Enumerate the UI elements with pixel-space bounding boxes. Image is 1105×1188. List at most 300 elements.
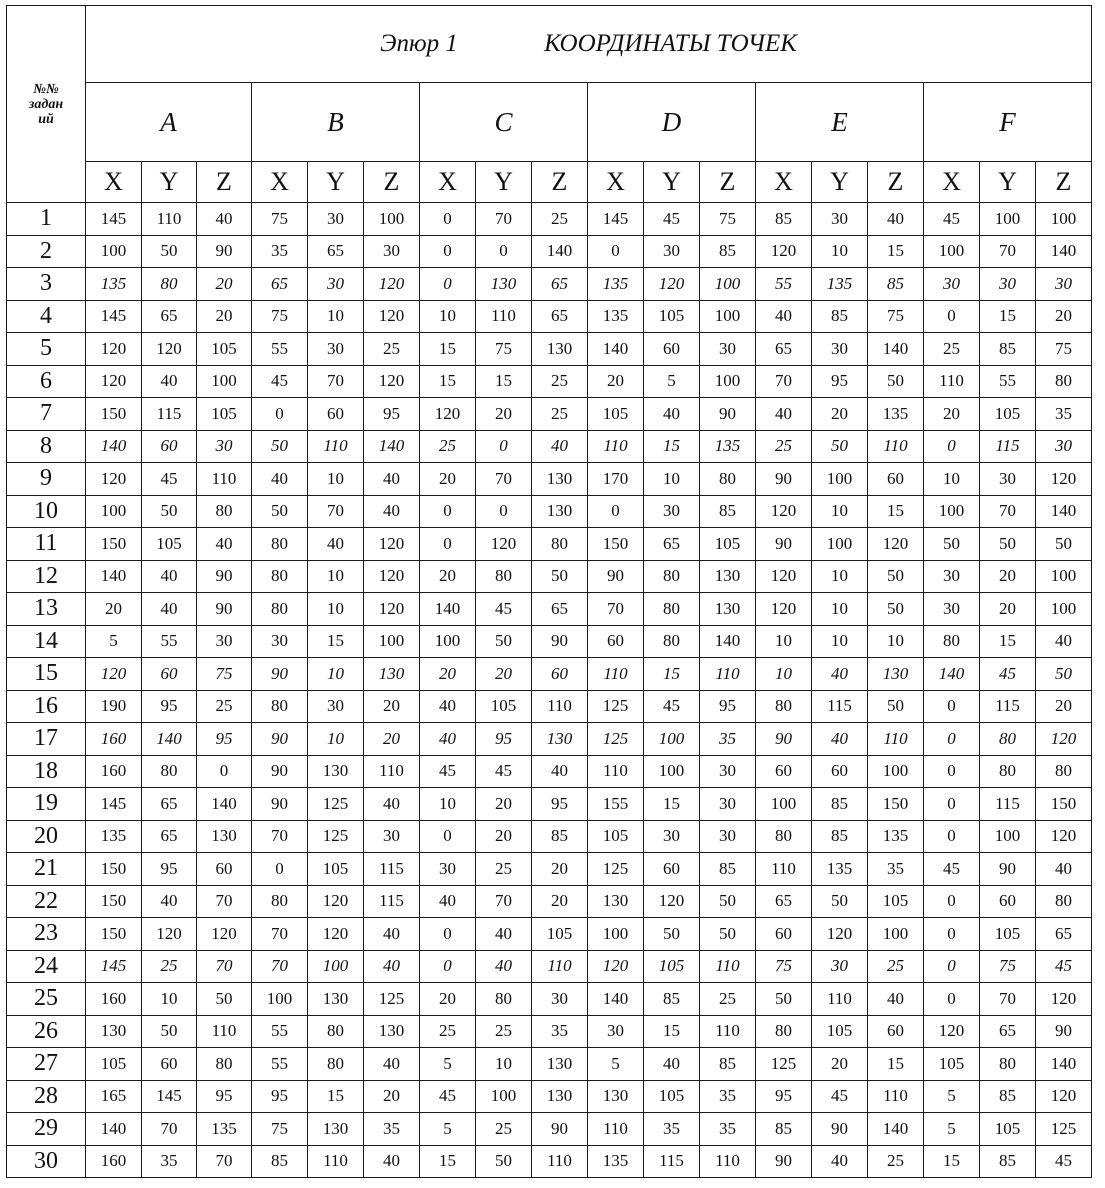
coord-cell-e-y: 10 — [812, 593, 868, 626]
coord-cell-b-y: 10 — [308, 560, 364, 593]
coord-cell-c-x: 0 — [420, 235, 476, 268]
coord-cell-a-x: 150 — [86, 528, 142, 561]
coord-cell-a-x: 160 — [86, 755, 142, 788]
coord-cell-f-y: 70 — [980, 235, 1036, 268]
table-row — [7, 593, 1092, 626]
coord-cell-d-y: 30 — [644, 235, 700, 268]
axis-header-d-x: X — [588, 162, 644, 203]
coord-cell-f-x: 15 — [924, 1145, 980, 1178]
coord-cell-e-z: 50 — [868, 690, 924, 723]
coord-cell-d-y: 30 — [644, 820, 700, 853]
coord-cell-c-x: 45 — [420, 755, 476, 788]
coord-cell-e-y: 50 — [812, 885, 868, 918]
coord-cell-e-x: 120 — [756, 560, 812, 593]
coord-cell-e-y: 85 — [812, 820, 868, 853]
coord-cell-b-x: 75 — [252, 203, 308, 236]
task-number-header-line-2: задан — [28, 96, 64, 112]
coord-cell-b-y: 60 — [308, 398, 364, 431]
coord-cell-b-z: 40 — [364, 788, 420, 821]
coord-cell-d-z: 110 — [700, 950, 756, 983]
coord-cell-e-z: 85 — [868, 268, 924, 301]
coord-cell-e-x: 10 — [756, 625, 812, 658]
coord-cell-b-x: 80 — [252, 885, 308, 918]
coord-cell-f-z: 140 — [1036, 1048, 1092, 1081]
coord-cell-e-x: 60 — [756, 755, 812, 788]
table-row — [7, 333, 1092, 366]
coord-cell-a-z: 50 — [197, 983, 252, 1016]
coord-cell-e-y: 10 — [812, 235, 868, 268]
coord-cell-d-x: 0 — [588, 235, 644, 268]
coord-cell-a-z: 20 — [197, 268, 252, 301]
coord-cell-f-x: 105 — [924, 1048, 980, 1081]
coord-cell-d-z: 35 — [700, 1080, 756, 1113]
coord-cell-f-y: 20 — [980, 593, 1036, 626]
coord-cell-b-z: 20 — [364, 723, 420, 756]
coord-cell-a-z: 20 — [197, 300, 252, 333]
coord-cell-b-x: 70 — [252, 950, 308, 983]
coord-cell-d-z: 85 — [700, 853, 756, 886]
coord-cell-c-z: 25 — [532, 398, 588, 431]
coord-cell-b-y: 80 — [308, 1048, 364, 1081]
coord-cell-a-z: 0 — [197, 755, 252, 788]
coord-cell-f-y: 65 — [980, 1015, 1036, 1048]
coord-cell-e-x: 65 — [756, 333, 812, 366]
coord-cell-b-y: 100 — [308, 950, 364, 983]
coord-cell-a-z: 40 — [197, 528, 252, 561]
coord-cell-c-x: 0 — [420, 495, 476, 528]
coord-cell-b-x: 80 — [252, 593, 308, 626]
coord-cell-d-x: 120 — [588, 950, 644, 983]
coord-cell-a-y: 60 — [142, 430, 197, 463]
coord-cell-f-y: 80 — [980, 723, 1036, 756]
coord-cell-e-z: 105 — [868, 885, 924, 918]
coord-cell-a-x: 100 — [86, 235, 142, 268]
coord-cell-f-z: 20 — [1036, 300, 1092, 333]
coord-cell-c-x: 20 — [420, 463, 476, 496]
coord-cell-b-z: 40 — [364, 1048, 420, 1081]
coord-cell-f-x: 0 — [924, 788, 980, 821]
table-row — [7, 658, 1092, 691]
coord-cell-a-y: 120 — [142, 918, 197, 951]
coord-cell-f-y: 105 — [980, 1113, 1036, 1146]
coord-cell-f-z: 30 — [1036, 268, 1092, 301]
coord-cell-b-z: 40 — [364, 495, 420, 528]
coord-cell-c-y: 70 — [476, 885, 532, 918]
coord-cell-b-y: 10 — [308, 723, 364, 756]
coord-cell-a-y: 50 — [142, 1015, 197, 1048]
coord-cell-d-y: 40 — [644, 1048, 700, 1081]
coord-cell-c-y: 100 — [476, 1080, 532, 1113]
coord-cell-f-x: 45 — [924, 853, 980, 886]
task-number-cell: 18 — [7, 755, 86, 788]
coord-cell-f-z: 100 — [1036, 560, 1092, 593]
coord-cell-b-z: 25 — [364, 333, 420, 366]
table-row — [7, 300, 1092, 333]
coord-cell-c-z: 25 — [532, 203, 588, 236]
coord-cell-b-y: 65 — [308, 235, 364, 268]
coord-cell-d-x: 110 — [588, 658, 644, 691]
coord-cell-e-x: 80 — [756, 1015, 812, 1048]
coord-cell-c-x: 10 — [420, 300, 476, 333]
coord-cell-c-y: 20 — [476, 398, 532, 431]
axis-header-b-y: Y — [308, 162, 364, 203]
coord-cell-b-z: 100 — [364, 625, 420, 658]
coord-cell-d-x: 30 — [588, 1015, 644, 1048]
coord-cell-a-y: 80 — [142, 268, 197, 301]
coord-cell-d-z: 75 — [700, 203, 756, 236]
coord-cell-d-z: 130 — [700, 560, 756, 593]
table-row — [7, 398, 1092, 431]
coord-cell-f-y: 15 — [980, 300, 1036, 333]
coord-cell-b-z: 40 — [364, 1145, 420, 1178]
table-row — [7, 1048, 1092, 1081]
coord-cell-c-x: 20 — [420, 560, 476, 593]
coord-cell-d-y: 15 — [644, 430, 700, 463]
coord-cell-e-x: 40 — [756, 300, 812, 333]
coord-cell-c-z: 95 — [532, 788, 588, 821]
coord-cell-e-z: 10 — [868, 625, 924, 658]
task-number-cell: 9 — [7, 463, 86, 496]
coord-cell-f-z: 65 — [1036, 918, 1092, 951]
task-number-cell: 5 — [7, 333, 86, 366]
axis-header-a-z: Z — [197, 162, 252, 203]
coord-cell-d-x: 140 — [588, 333, 644, 366]
coord-cell-a-z: 75 — [197, 658, 252, 691]
coord-cell-c-x: 10 — [420, 788, 476, 821]
coord-cell-f-z: 100 — [1036, 593, 1092, 626]
coord-cell-f-z: 35 — [1036, 398, 1092, 431]
coord-cell-e-z: 25 — [868, 950, 924, 983]
coord-cell-a-z: 30 — [197, 430, 252, 463]
coord-cell-e-y: 10 — [812, 625, 868, 658]
coord-cell-c-x: 25 — [420, 430, 476, 463]
coord-cell-f-x: 120 — [924, 1015, 980, 1048]
coord-cell-e-x: 125 — [756, 1048, 812, 1081]
coord-cell-f-x: 0 — [924, 885, 980, 918]
coord-cell-e-y: 110 — [812, 983, 868, 1016]
coord-cell-c-y: 20 — [476, 658, 532, 691]
coord-cell-f-z: 50 — [1036, 658, 1092, 691]
coord-cell-a-y: 110 — [142, 203, 197, 236]
table-row — [7, 1145, 1092, 1178]
coord-cell-f-x: 5 — [924, 1080, 980, 1113]
table-row — [7, 1080, 1092, 1113]
coord-cell-e-x: 120 — [756, 235, 812, 268]
axis-header-row — [7, 162, 1092, 203]
coord-cell-f-z: 80 — [1036, 755, 1092, 788]
coord-cell-e-z: 60 — [868, 463, 924, 496]
coord-cell-e-x: 90 — [756, 723, 812, 756]
coord-cell-c-z: 40 — [532, 755, 588, 788]
coord-cell-b-z: 130 — [364, 658, 420, 691]
point-header-a: A — [86, 83, 252, 162]
coord-cell-b-y: 10 — [308, 593, 364, 626]
coord-cell-a-y: 115 — [142, 398, 197, 431]
coord-cell-c-y: 75 — [476, 333, 532, 366]
coord-cell-e-x: 40 — [756, 398, 812, 431]
coord-cell-c-y: 25 — [476, 853, 532, 886]
axis-header-a-y: Y — [142, 162, 197, 203]
coord-cell-e-z: 135 — [868, 398, 924, 431]
coord-cell-f-x: 20 — [924, 398, 980, 431]
coord-cell-b-z: 110 — [364, 755, 420, 788]
coord-cell-c-x: 25 — [420, 1015, 476, 1048]
coord-cell-a-x: 145 — [86, 950, 142, 983]
coord-cell-b-z: 120 — [364, 593, 420, 626]
coord-cell-d-z: 85 — [700, 1048, 756, 1081]
coord-cell-a-x: 140 — [86, 1113, 142, 1146]
coord-cell-a-y: 120 — [142, 333, 197, 366]
coord-cell-e-y: 85 — [812, 300, 868, 333]
coord-cell-e-x: 75 — [756, 950, 812, 983]
task-number-cell: 6 — [7, 365, 86, 398]
coord-cell-e-x: 80 — [756, 820, 812, 853]
point-header-row — [7, 83, 1092, 162]
table-body — [7, 203, 1092, 1178]
coord-cell-b-x: 90 — [252, 788, 308, 821]
coord-cell-f-y: 85 — [980, 333, 1036, 366]
coord-cell-d-y: 115 — [644, 1145, 700, 1178]
coordinates-table — [6, 5, 1092, 1178]
coord-cell-d-y: 60 — [644, 333, 700, 366]
coord-cell-c-z: 50 — [532, 560, 588, 593]
coord-cell-e-y: 90 — [812, 1113, 868, 1146]
coord-cell-d-x: 110 — [588, 1113, 644, 1146]
coord-cell-d-z: 30 — [700, 333, 756, 366]
coord-cell-b-y: 40 — [308, 528, 364, 561]
coord-cell-a-z: 40 — [197, 203, 252, 236]
coord-cell-b-x: 75 — [252, 300, 308, 333]
axis-header-e-z: Z — [868, 162, 924, 203]
coord-cell-a-z: 25 — [197, 690, 252, 723]
coord-cell-b-x: 55 — [252, 1048, 308, 1081]
coord-cell-b-x: 90 — [252, 723, 308, 756]
coord-cell-f-y: 115 — [980, 430, 1036, 463]
coord-cell-e-z: 40 — [868, 983, 924, 1016]
coord-cell-a-y: 60 — [142, 658, 197, 691]
coord-cell-d-y: 15 — [644, 658, 700, 691]
table-row — [7, 983, 1092, 1016]
axis-header-f-y: Y — [980, 162, 1036, 203]
coord-cell-a-y: 40 — [142, 885, 197, 918]
task-number-cell: 19 — [7, 788, 86, 821]
coord-cell-c-y: 80 — [476, 560, 532, 593]
coord-cell-b-x: 55 — [252, 1015, 308, 1048]
coord-cell-a-x: 140 — [86, 430, 142, 463]
coord-cell-d-x: 135 — [588, 300, 644, 333]
coord-cell-a-y: 40 — [142, 593, 197, 626]
coord-cell-a-x: 150 — [86, 885, 142, 918]
coord-cell-c-z: 40 — [532, 430, 588, 463]
coord-cell-a-x: 20 — [86, 593, 142, 626]
coord-cell-e-z: 130 — [868, 658, 924, 691]
table-row — [7, 755, 1092, 788]
coord-cell-a-z: 90 — [197, 235, 252, 268]
coord-cell-d-y: 10 — [644, 463, 700, 496]
coord-cell-d-y: 65 — [644, 528, 700, 561]
title-coordinates: КООРДИНАТЫ ТОЧЕК — [544, 30, 797, 57]
coord-cell-b-x: 70 — [252, 918, 308, 951]
coord-cell-b-x: 30 — [252, 625, 308, 658]
coord-cell-b-y: 105 — [308, 853, 364, 886]
coord-cell-f-z: 100 — [1036, 203, 1092, 236]
coord-cell-a-y: 40 — [142, 365, 197, 398]
coord-cell-e-y: 115 — [812, 690, 868, 723]
coord-cell-e-x: 60 — [756, 918, 812, 951]
coord-cell-d-y: 105 — [644, 1080, 700, 1113]
coord-cell-d-y: 120 — [644, 885, 700, 918]
coord-cell-a-x: 145 — [86, 788, 142, 821]
table-row — [7, 690, 1092, 723]
coord-cell-d-x: 20 — [588, 365, 644, 398]
coord-cell-e-y: 105 — [812, 1015, 868, 1048]
coord-cell-c-x: 140 — [420, 593, 476, 626]
coord-cell-c-y: 10 — [476, 1048, 532, 1081]
coord-cell-c-y: 105 — [476, 690, 532, 723]
coord-cell-a-x: 190 — [86, 690, 142, 723]
table-row — [7, 365, 1092, 398]
coord-cell-f-y: 80 — [980, 1048, 1036, 1081]
coord-cell-b-z: 120 — [364, 365, 420, 398]
coord-cell-c-x: 15 — [420, 1145, 476, 1178]
table-row — [7, 495, 1092, 528]
coord-cell-a-x: 150 — [86, 853, 142, 886]
coord-cell-a-z: 70 — [197, 950, 252, 983]
coord-cell-e-y: 10 — [812, 495, 868, 528]
coord-cell-d-z: 30 — [700, 820, 756, 853]
coord-cell-d-x: 105 — [588, 398, 644, 431]
coord-cell-b-y: 15 — [308, 1080, 364, 1113]
coord-cell-e-y: 20 — [812, 398, 868, 431]
coord-cell-b-y: 130 — [308, 755, 364, 788]
coord-cell-d-x: 125 — [588, 723, 644, 756]
coord-cell-c-y: 40 — [476, 950, 532, 983]
coord-cell-f-y: 100 — [980, 203, 1036, 236]
coord-cell-b-z: 30 — [364, 820, 420, 853]
coord-cell-b-x: 95 — [252, 1080, 308, 1113]
coord-cell-d-x: 135 — [588, 1145, 644, 1178]
coord-cell-d-z: 100 — [700, 300, 756, 333]
coord-cell-d-y: 45 — [644, 690, 700, 723]
coord-cell-f-x: 30 — [924, 560, 980, 593]
coord-cell-a-y: 65 — [142, 788, 197, 821]
coord-cell-f-y: 55 — [980, 365, 1036, 398]
table-row — [7, 528, 1092, 561]
coord-cell-b-x: 50 — [252, 495, 308, 528]
table-row — [7, 853, 1092, 886]
coord-cell-e-x: 90 — [756, 528, 812, 561]
coord-cell-d-x: 70 — [588, 593, 644, 626]
coord-cell-a-x: 150 — [86, 398, 142, 431]
coord-cell-f-x: 0 — [924, 723, 980, 756]
coord-cell-f-x: 110 — [924, 365, 980, 398]
coord-cell-c-y: 70 — [476, 463, 532, 496]
coord-cell-f-x: 80 — [924, 625, 980, 658]
task-number-cell: 25 — [7, 983, 86, 1016]
coord-cell-c-z: 85 — [532, 820, 588, 853]
task-number-cell: 7 — [7, 398, 86, 431]
coord-cell-c-z: 20 — [532, 853, 588, 886]
table-row — [7, 1015, 1092, 1048]
coord-cell-e-x: 70 — [756, 365, 812, 398]
coord-cell-e-z: 135 — [868, 820, 924, 853]
coord-cell-f-z: 120 — [1036, 1080, 1092, 1113]
coord-cell-e-y: 30 — [812, 333, 868, 366]
coord-cell-b-y: 30 — [308, 268, 364, 301]
coord-cell-f-x: 10 — [924, 463, 980, 496]
coord-cell-a-x: 135 — [86, 820, 142, 853]
coord-cell-e-z: 50 — [868, 593, 924, 626]
coord-cell-a-y: 145 — [142, 1080, 197, 1113]
coord-cell-f-x: 45 — [924, 203, 980, 236]
coord-cell-d-y: 100 — [644, 755, 700, 788]
coord-cell-f-z: 30 — [1036, 430, 1092, 463]
coord-cell-f-z: 120 — [1036, 463, 1092, 496]
coord-cell-b-y: 30 — [308, 333, 364, 366]
coord-cell-c-z: 130 — [532, 333, 588, 366]
coord-cell-e-y: 135 — [812, 268, 868, 301]
coord-cell-d-y: 45 — [644, 203, 700, 236]
coord-cell-e-z: 140 — [868, 333, 924, 366]
coord-cell-c-z: 20 — [532, 885, 588, 918]
coord-cell-a-z: 120 — [197, 918, 252, 951]
coord-cell-d-y: 60 — [644, 853, 700, 886]
coord-cell-d-y: 15 — [644, 1015, 700, 1048]
coord-cell-d-z: 25 — [700, 983, 756, 1016]
coord-cell-c-y: 95 — [476, 723, 532, 756]
coord-cell-d-z: 90 — [700, 398, 756, 431]
table-row — [7, 235, 1092, 268]
coord-cell-f-y: 45 — [980, 658, 1036, 691]
coord-cell-f-y: 105 — [980, 918, 1036, 951]
coord-cell-e-x: 85 — [756, 203, 812, 236]
coord-cell-f-z: 75 — [1036, 333, 1092, 366]
coord-cell-c-y: 50 — [476, 1145, 532, 1178]
coord-cell-f-z: 140 — [1036, 235, 1092, 268]
coord-cell-e-x: 85 — [756, 1113, 812, 1146]
coord-cell-a-y: 70 — [142, 1113, 197, 1146]
coord-cell-b-z: 130 — [364, 1015, 420, 1048]
coord-cell-b-z: 120 — [364, 560, 420, 593]
coord-cell-b-y: 80 — [308, 1015, 364, 1048]
axis-header-d-y: Y — [644, 162, 700, 203]
coord-cell-f-y: 50 — [980, 528, 1036, 561]
coord-cell-c-x: 0 — [420, 918, 476, 951]
coord-cell-e-y: 30 — [812, 203, 868, 236]
coord-cell-a-z: 110 — [197, 463, 252, 496]
coord-cell-a-y: 105 — [142, 528, 197, 561]
coord-cell-a-y: 35 — [142, 1145, 197, 1178]
coord-cell-a-y: 55 — [142, 625, 197, 658]
coord-cell-c-x: 5 — [420, 1048, 476, 1081]
coord-cell-b-y: 120 — [308, 918, 364, 951]
coord-cell-b-x: 65 — [252, 268, 308, 301]
coord-cell-a-x: 135 — [86, 268, 142, 301]
coord-cell-a-y: 25 — [142, 950, 197, 983]
coord-cell-e-z: 40 — [868, 203, 924, 236]
coord-cell-e-z: 110 — [868, 1080, 924, 1113]
task-number-cell: 10 — [7, 495, 86, 528]
coord-cell-f-z: 120 — [1036, 983, 1092, 1016]
coord-cell-c-y: 25 — [476, 1015, 532, 1048]
coord-cell-c-z: 65 — [532, 593, 588, 626]
coord-cell-c-x: 20 — [420, 983, 476, 1016]
coord-cell-b-y: 125 — [308, 820, 364, 853]
coord-cell-b-y: 125 — [308, 788, 364, 821]
table-wrapper — [6, 5, 1092, 1178]
task-number-cell: 12 — [7, 560, 86, 593]
coord-cell-b-z: 120 — [364, 268, 420, 301]
